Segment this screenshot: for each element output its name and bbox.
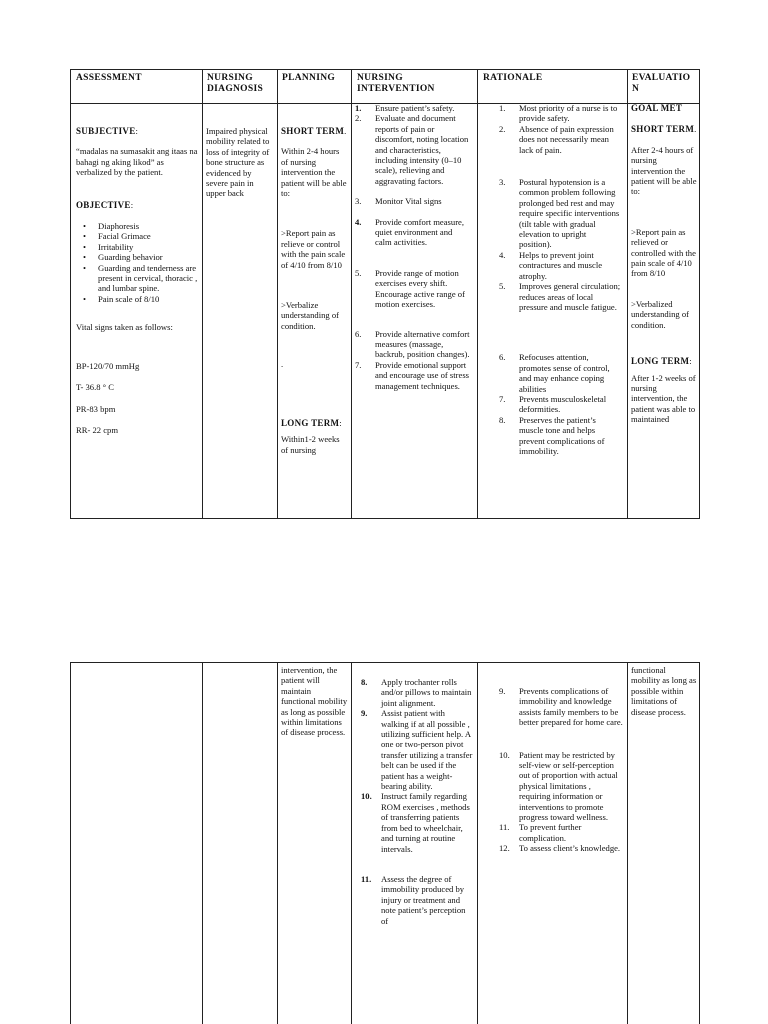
- list-item: 5. Provide range of motion exercises every shift. Encourage active range of motion exercises.: [355, 267, 465, 310]
- evaluation-cell: GOAL MET SHORT TERM. After 2-4 hours of nursing intervention the patient will be able to: >Report pain as relieved or controlled with the pain scale of 4/10 from 8/10 >Verbalized understanding of condition. LONG TERM: After 1-2 weeks of nursing intervention, the patient was able to maintained: [631, 103, 697, 425]
- list-item: 7. Provide emotional support and encourage use of stress management techniques.: [355, 359, 470, 391]
- list-item: 9. Prevents complications of immobility and knowledge assists family members to be better prepared for home care.: [499, 686, 623, 728]
- list-item: 10. Patient may be restricted by self-view or self-perception out of proportion with actual physical limitations , requiring information or interventions to promote progress toward wellness.: [499, 749, 618, 823]
- evaluation-long-term-continued: functional mobility as long as possible within limitations of disease process.: [631, 665, 697, 717]
- list-item: • Guarding behavior: [98, 252, 198, 262]
- list-item: 6. Provide alternative comfort measures (massage, backrub, position changes).: [355, 328, 470, 360]
- list-item: 10. Instruct family regarding ROM exercises , methods of transferring patients from bed to wheelchair, and turning at routine intervals.: [361, 791, 470, 854]
- evaluation-short-term-label: SHORT TERM: [631, 124, 695, 135]
- planning-long-term-text: Within1-2 weeks of nursing: [281, 434, 340, 455]
- list-item: • Diaphoresis: [98, 221, 198, 231]
- evaluation-goal-2: >Verbalized understanding of condition.: [631, 298, 689, 330]
- list-item: 3. Postural hypotension is a common problem following prolonged bed rest and may require specific interventions (tilt table with gradual elevation to upright position).: [499, 177, 620, 250]
- column-divider: [627, 70, 628, 518]
- rationale-cell: [499, 103, 621, 456]
- care-plan-table-page-2: [70, 662, 700, 1024]
- list-item: • Irritability: [98, 242, 198, 252]
- header-nursing-diagnosis: NURSING DIAGNOSIS: [207, 73, 264, 94]
- rationale-cell-continued: [499, 686, 623, 854]
- header-planning: PLANNING: [282, 73, 336, 83]
- vital-bp: BP-120/70 mmHg: [76, 360, 140, 371]
- list-item: • Facial Grimace: [98, 231, 198, 241]
- intervention-cell: [355, 103, 471, 391]
- objective-label: OBJECTIVE: [76, 199, 131, 210]
- goal-met-label: GOAL MET: [631, 103, 683, 113]
- list-item: • Pain scale of 8/10: [98, 294, 198, 304]
- column-divider: [351, 70, 352, 518]
- list-item: 1. Most priority of a nurse is to provide safety.: [499, 103, 618, 124]
- evaluation-goal-1: >Report pain as relieved or controlled with the pain scale of 4/10 from 8/10: [631, 226, 696, 279]
- vital-pr: PR-83 bpm: [76, 403, 116, 414]
- column-divider: [627, 663, 628, 1024]
- list-item: 2. Absence of pain expression does not necessarily mean lack of pain.: [499, 123, 614, 155]
- header-nursing-intervention: NURSING INTERVENTION: [357, 73, 435, 94]
- planning-short-term-text: Within 2-4 hours of nursing intervention the patient will be able to:: [281, 146, 347, 199]
- list-item: 1. Ensure patient’s safety.: [355, 103, 455, 113]
- evaluation-long-term-text: After 1-2 weeks of nursing intervention, the patient was able to maintained: [631, 372, 696, 425]
- list-item: 3. Monitor Vital signs: [355, 196, 442, 207]
- objective-list: [76, 221, 198, 304]
- column-divider: [202, 70, 203, 518]
- column-divider: [277, 70, 278, 518]
- header-evaluation: EVALUATIO N: [632, 73, 691, 94]
- header-assessment: ASSESSMENT: [76, 73, 142, 83]
- column-divider: [277, 663, 278, 1024]
- planning-long-term-label: LONG TERM: [281, 417, 340, 428]
- care-plan-table-page-1: [70, 69, 700, 519]
- list-item: 6. Refocuses attention, promotes sense of control, and may enhance coping abilities: [499, 352, 610, 394]
- column-divider: [202, 663, 203, 1024]
- column-divider: [477, 70, 478, 518]
- planning-goal-2: >Verbalize understanding of condition.: [281, 300, 339, 331]
- list-item: 7. Prevents musculoskeletal deformities.: [499, 393, 607, 415]
- column-divider: [477, 663, 478, 1024]
- subjective-label: SUBJECTIVE: [76, 126, 136, 136]
- header-rationale: RATIONALE: [483, 73, 543, 83]
- list-item: 8. Preserves the patient’s muscle tone and helps prevent complications of immobility.: [499, 414, 605, 456]
- planning-goal-1: >Report pain as relieve or control with the pain scale of 4/10 from 8/10: [281, 228, 346, 270]
- vital-temp: T- 36.8 ° C: [76, 382, 114, 393]
- list-item: • Guarding and tenderness are present in cervical, thoracic , and lumbar spine.: [98, 263, 198, 294]
- planning-long-term-continued: intervention, the patient will maintain functional mobility as long as possible within limitations of disease process.: [281, 665, 348, 738]
- intervention-cell-continued: [361, 677, 473, 926]
- evaluation-long-term-label: LONG TERM: [631, 356, 690, 367]
- list-item: 4. Provide comfort measure, quiet environment and calm activities.: [355, 216, 465, 248]
- column-divider: [351, 663, 352, 1024]
- list-item: 12. To assess client’s knowledge.: [499, 843, 621, 854]
- list-item: 5. Improves general circulation; reduces areas of local pressure and muscle fatigue.: [499, 281, 621, 312]
- planning-short-term-label: SHORT TERM: [281, 126, 345, 136]
- vital-rr: RR- 22 cpm: [76, 424, 119, 435]
- diagnosis-cell: Impaired physical mobility related to loss of integrity of bone structure as evidenced by severe pain in upper back: [206, 126, 270, 199]
- list-item: 11. Assess the degree of immobility produced by injury or treatment and note patient’s perception of: [361, 873, 466, 926]
- list-item: 2. Evaluate and document reports of pain or discomfort, noting location and characteristics, including intensity (0–10 scale), relieving and aggravating factors.: [355, 113, 469, 186]
- list-item: 9. Assist patient with walking if at all possible , utilizing sufficient help. A one or two-person pivot transfer utilizing a transfer belt can be used if the patient has a weight-bearing ability.: [361, 708, 473, 792]
- vitals-intro: Vital signs taken as follows:: [76, 322, 173, 333]
- planning-cell: SHORT TERM. Within 2-4 hours of nursing intervention the patient will be able to: >Report pain as relieve or control with the pain scale of 4/10 from 8/10 >Verbalize understanding of condition. . LONG TERM: Within1-2 weeks of nursing: [281, 126, 347, 455]
- subjective-quote: “madalas na sumasakit ang itaas na bahagi ng aking likod” as verbalized by the patient.: [76, 146, 198, 178]
- assessment-cell: SUBJECTIVE: “madalas na sumasakit ang itaas na bahagi ng aking likod” as verbalized by the patient. OBJECTIVE: • Diaphoresis • Facial Grimace • Irritability • Guarding behavior • Guarding and tenderness are present in cervical, thoracic , and lumbar spine. • Pain scale of 8/10 Vital signs taken as follows: BP-120/70 mmHg T- 36.8 ° C PR-83 bpm RR- 22 cpm: [76, 126, 198, 435]
- evaluation-short-term-text: After 2-4 hours of nursing intervention the patient will be able to:: [631, 144, 697, 197]
- list-item: 4. Helps to prevent joint contractures and muscle atrophy.: [499, 249, 603, 281]
- list-item: 11. To prevent further complication.: [499, 822, 582, 843]
- list-item: 8. Apply trochanter rolls and/or pillows to maintain joint alignment.: [361, 677, 472, 708]
